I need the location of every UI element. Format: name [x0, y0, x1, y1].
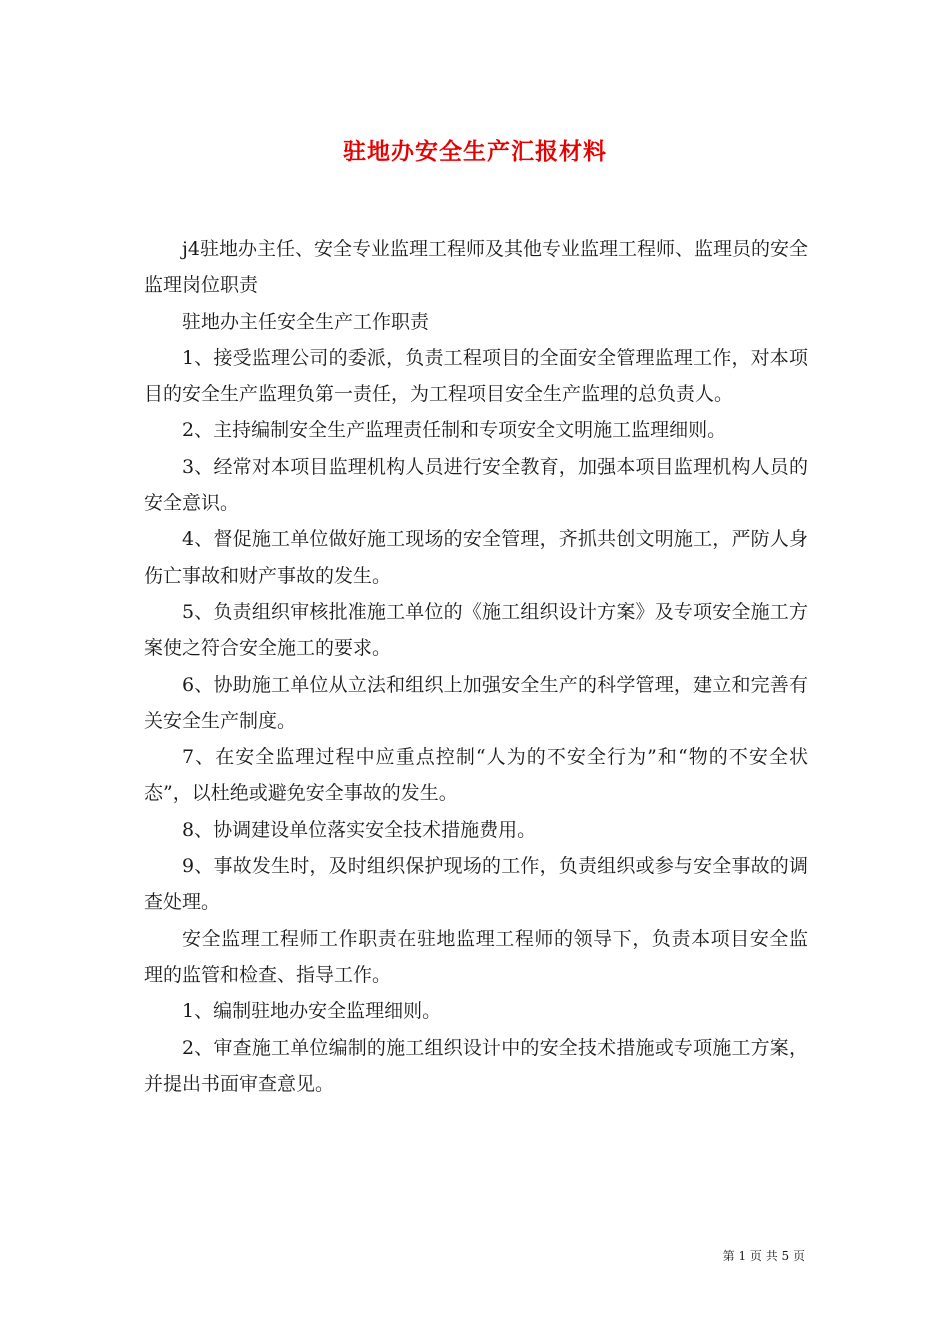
- page-number: 第 1 页 共 5 页: [722, 1249, 805, 1263]
- paragraph: 8、协调建设单位落实安全技术措施费用。: [182, 818, 537, 841]
- paragraph: 3、经常对本项目监理机构人员进行安全教育，加强本项目监理机构人员的安全意识。: [144, 455, 808, 515]
- paragraph: 安全监理工程师工作职责在驻地监理工程师的领导下，负责本项目安全监理的监管和检查、指导工作。: [144, 927, 808, 986]
- paragraph: 7、在安全监理过程中应重点控制“人为的不安全行为”和“物的不安全状态”，以杜绝或避免安全事故的发生。: [144, 746, 808, 805]
- document-title: 驻地办安全生产汇报材料: [343, 138, 607, 165]
- paragraph: 驻地办主任安全生产工作职责: [182, 310, 430, 333]
- paragraph: 5、负责组织审核批准施工单位的《施工组织设计方案》及专项安全施工方案使之符合安全施工的要求。: [144, 600, 808, 660]
- paragraph: 2、主持编制安全生产监理责任制和专项安全文明施工监理细则。: [182, 419, 727, 442]
- paragraph: 4、督促施工单位做好施工现场的安全管理，齐抓共创文明施工，严防人身伤亡事故和财产事故的发生。: [144, 528, 808, 587]
- paragraph: j4驻地办主任、安全专业监理工程师及其他专业监理工程师、监理员的安全监理岗位职责: [144, 238, 808, 297]
- paragraph: 9、事故发生时，及时组织保护现场的工作，负责组织或参与安全事故的调查处理。: [144, 855, 808, 914]
- paragraph: 1、编制驻地办安全监理细则。: [182, 1000, 442, 1023]
- document-body: [144, 231, 808, 1102]
- paragraph: 1、接受监理公司的委派，负责工程项目的全面安全管理监理工作，对本项目的安全生产监理负第一责任，为工程项目安全生产监理的总负责人。: [144, 346, 808, 406]
- paragraph: 6、协助施工单位从立法和组织上加强安全生产的科学管理，建立和完善有关安全生产制度。: [144, 673, 808, 732]
- paragraph: 2、审查施工单位编制的施工组织设计中的安全技术措施或专项施工方案，并提出书面审查意见。: [144, 1036, 808, 1095]
